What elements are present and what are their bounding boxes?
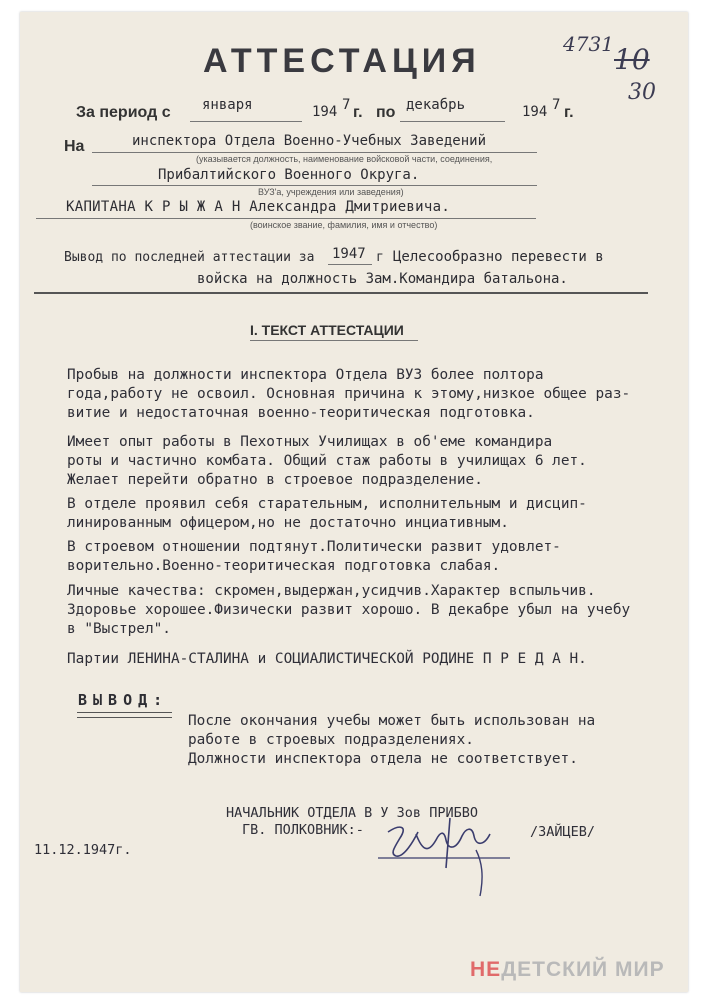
position-line-1: инспектора Отдела Военно-Учебных Заведений [132, 133, 487, 149]
watermark [470, 958, 665, 982]
period-to-year-prefix: 194 [522, 104, 548, 120]
vyvod-double-underline [77, 712, 172, 718]
name-underline [36, 218, 536, 219]
period-g2: г. [564, 104, 574, 121]
header-divider [34, 292, 648, 294]
sheet-number-old: 10 [614, 43, 650, 76]
body-line: ворительно.Военно-теоритическая подготовка слабая. [67, 558, 501, 574]
caption-position: (указывается должность, наименование войсковой части, соединения, [196, 154, 493, 164]
body-line: роты и частично комбата. Общий стаж работы в училищах 6 лет. [67, 453, 587, 469]
period-to-year-digit: 7 [552, 97, 561, 113]
period-to-month: декабрь [406, 97, 466, 113]
body-line: Личные качества: скромен,выдержан,усидчив.Характер вспыльчив. [67, 583, 596, 599]
section-heading-underline [250, 340, 418, 341]
position-underline-2 [92, 185, 537, 186]
vyvod-line: работе в строевых подразделениях. [188, 732, 474, 748]
body-line: В отделе проявил себя старательным, исполнительным и дисцип- [67, 496, 587, 512]
conclusion-g: г [376, 250, 384, 265]
section-heading: I. ТЕКСТ АТТЕСТАЦИИ [250, 322, 404, 338]
conclusion-text-1: Целесообразно перевести в [393, 249, 604, 265]
vyvod-label: ВЫВОД: [78, 691, 169, 709]
period-label-to: по [376, 104, 396, 121]
position-line-2: Прибалтийского Военного Округа. [158, 167, 420, 183]
body-line: Здоровье хорошее.Физически развит хорошо. В декабре убыл на учебу [67, 602, 631, 618]
body-line: в "Выстрел". [67, 621, 171, 637]
body-line: Имеет опыт работы в Пехотных Училищах в об'еме командира [67, 434, 553, 450]
signature-name: /ЗАЙЦЕВ/ [530, 824, 596, 840]
signature-title-1: НАЧАЛЬНИК ОТДЕЛА В У Зов ПРИБВО [226, 805, 478, 821]
na-label: На [64, 138, 85, 155]
conclusion-year-underline [328, 264, 372, 265]
period-g1: г. [353, 104, 363, 121]
body-line: В строевом отношении подтянут.Политически развит удовлет- [67, 539, 561, 555]
period-to-underline [400, 121, 505, 122]
signature-title-2: ГВ. ПОЛКОВНИК:- [242, 822, 364, 838]
conclusion-label: Вывод по последней аттестации за [64, 250, 315, 265]
body-line: Пробыв на должности инспектора Отдела ВУЗ более полтора [67, 367, 544, 383]
sheet-number-new: 30 [628, 80, 656, 105]
period-from-month: января [202, 97, 253, 113]
period-from-year-digit: 7 [342, 97, 351, 113]
period-from-underline [190, 121, 302, 122]
body-line: Желает перейти обратно в строевое подразделение. [67, 472, 483, 488]
caption-name: (воинское звание, фамилия, имя и отчество) [250, 220, 438, 230]
document-title: АТТЕСТАЦИЯ [203, 42, 481, 80]
archive-number: 4731 [563, 32, 614, 56]
vyvod-line: После окончания учебы может быть использован на [188, 713, 596, 729]
body-line: года,работу не освоил. Основная причина к этому,низкое общее раз- [67, 386, 631, 402]
body-line: линированным офицером,но не достаточно инциативным. [67, 515, 509, 531]
officer-name: КАПИТАНА К Р Ы Ж А Н Александра Дмитриевича. [66, 199, 451, 215]
handwritten-signature [370, 810, 520, 900]
conclusion-text-2: войска на должность Зам.Командира батальона. [197, 271, 568, 287]
body-line: витие и недостаточная военно-теоритическая подготовка. [67, 405, 535, 421]
period-label-from: За период с [76, 104, 171, 121]
watermark-ne: НЕ [470, 958, 502, 981]
period-from-year-prefix: 194 [312, 104, 338, 120]
document-date: 11.12.1947г. [34, 842, 132, 858]
body-line: Партии ЛЕНИНА-СТАЛИНА и СОЦИАЛИСТИЧЕСКОЙ РОДИНЕ П Р Е Д А Н. [67, 651, 587, 667]
caption-unit: ВУЗ'а, учреждения или заведения) [258, 187, 404, 197]
position-underline-1 [92, 152, 537, 153]
conclusion-year: 1947 [332, 246, 366, 262]
vyvod-line: Должности инспектора отдела не соответствует. [188, 751, 578, 767]
watermark-rest: ДЕТСКИЙ МИР [501, 958, 665, 981]
